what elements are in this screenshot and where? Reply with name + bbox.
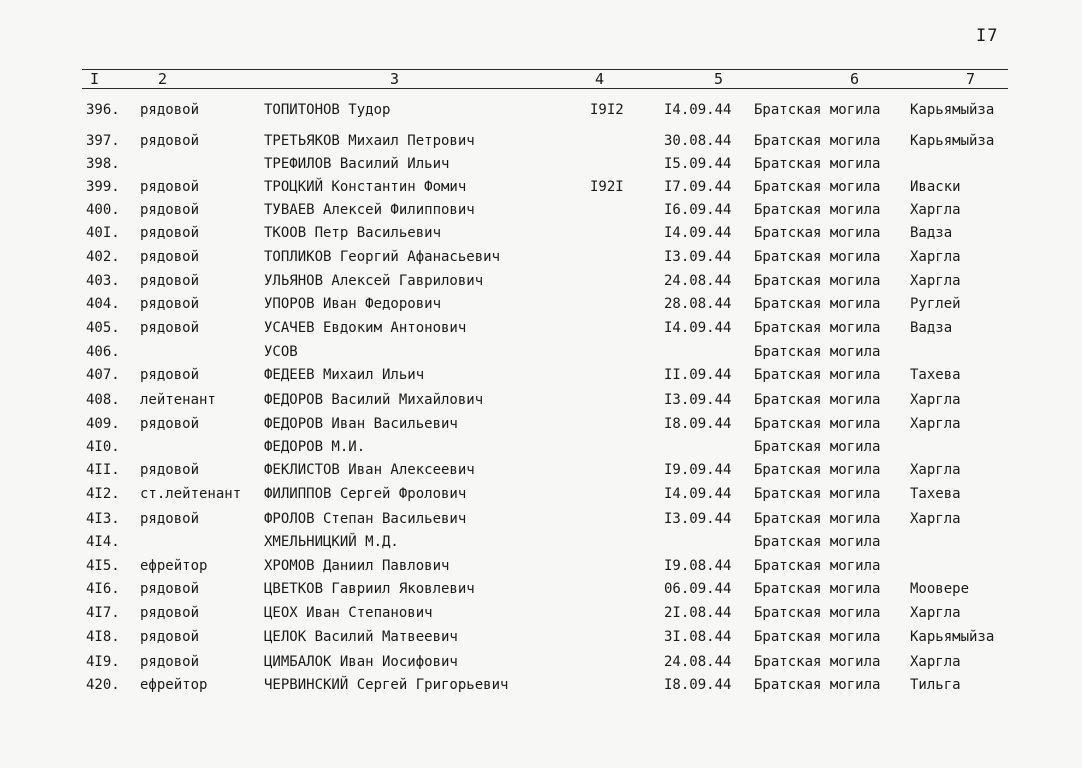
table-row <box>0 199 1082 221</box>
row-place: Тахева <box>910 486 961 502</box>
header-col-3: 3 <box>390 70 400 88</box>
table-row <box>0 531 1082 553</box>
row-number: 406. <box>86 344 120 360</box>
row-place: Харгла <box>910 654 961 670</box>
row-place: Харгла <box>910 511 961 527</box>
row-death-date: I9.09.44 <box>664 462 732 478</box>
row-rank: рядовой <box>140 367 200 383</box>
row-death-date: I3.09.44 <box>664 511 732 527</box>
row-burial: Братская могила <box>754 133 881 149</box>
row-number: 4I8. <box>86 629 120 645</box>
table-row <box>0 508 1082 530</box>
row-name: УЛЬЯНОВ Алексей Гаврилович <box>264 273 484 289</box>
row-death-date: 30.08.44 <box>664 133 732 149</box>
row-burial: Братская могила <box>754 558 881 574</box>
row-place: Вадза <box>910 320 953 336</box>
row-number: 4I5. <box>86 558 120 574</box>
row-burial: Братская могила <box>754 202 881 218</box>
row-burial: Братская могила <box>754 156 881 172</box>
row-place: Карьямыйза <box>910 629 995 645</box>
row-burial: Братская могила <box>754 605 881 621</box>
row-number: 4I0. <box>86 439 120 455</box>
row-name: УПОРОВ Иван Федорович <box>264 296 442 312</box>
row-name: ФРОЛОВ Степан Васильевич <box>264 511 467 527</box>
row-death-date: 24.08.44 <box>664 654 732 670</box>
row-name: ФЕКЛИСТОВ Иван Алексеевич <box>264 462 475 478</box>
row-death-date: I3.09.44 <box>664 392 732 408</box>
row-rank: рядовой <box>140 462 200 478</box>
row-birth-year: I92I <box>590 179 624 195</box>
row-name: ТОПЛИКОВ Георгий Афанасьевич <box>264 249 501 265</box>
row-place: Руглей <box>910 296 961 312</box>
row-death-date: I7.09.44 <box>664 179 732 195</box>
row-number: 4I7. <box>86 605 120 621</box>
row-place: Карьямыйза <box>910 133 995 149</box>
row-burial: Братская могила <box>754 273 881 289</box>
row-name: ФЕДОРОВ Иван Васильевич <box>264 416 458 432</box>
header-col-1: I <box>90 70 100 88</box>
row-death-date: I5.09.44 <box>664 156 732 172</box>
row-rank: рядовой <box>140 416 200 432</box>
row-place: Тахева <box>910 367 961 383</box>
page-number: I7 <box>976 26 999 46</box>
row-death-date: I4.09.44 <box>664 102 732 118</box>
table-row <box>0 130 1082 152</box>
table-row <box>0 341 1082 363</box>
row-burial: Братская могила <box>754 296 881 312</box>
table-row <box>0 364 1082 386</box>
row-number: 4I6. <box>86 581 120 597</box>
row-place: Карьямыйза <box>910 102 995 118</box>
row-death-date: I4.09.44 <box>664 225 732 241</box>
row-burial: Братская могила <box>754 654 881 670</box>
row-burial: Братская могила <box>754 677 881 693</box>
row-rank: лейтенант <box>140 392 216 408</box>
table-row <box>0 436 1082 458</box>
row-rank: ефрейтор <box>140 677 208 693</box>
header-col-2: 2 <box>158 70 168 88</box>
row-place: Харгла <box>910 249 961 265</box>
table-row <box>0 555 1082 577</box>
header-col-5: 5 <box>714 70 724 88</box>
row-number: 4I4. <box>86 534 120 550</box>
row-number: 4I3. <box>86 511 120 527</box>
row-rank: рядовой <box>140 605 200 621</box>
row-number: 420. <box>86 677 120 693</box>
row-name: ХМЕЛЬНИЦКИЙ М.Д. <box>264 534 399 550</box>
row-burial: Братская могила <box>754 225 881 241</box>
row-birth-year: I9I2 <box>590 102 624 118</box>
table-row <box>0 578 1082 600</box>
row-burial: Братская могила <box>754 416 881 432</box>
row-name: ФЕДОРОВ М.И. <box>264 439 366 455</box>
row-rank: рядовой <box>140 133 200 149</box>
row-number: 407. <box>86 367 120 383</box>
row-death-date: 28.08.44 <box>664 296 732 312</box>
row-rank: рядовой <box>140 202 200 218</box>
row-name: ТРОЦКИЙ Константин Фомич <box>264 179 467 195</box>
row-place: Харгла <box>910 273 961 289</box>
table-row <box>0 293 1082 315</box>
row-burial: Братская могила <box>754 102 881 118</box>
row-death-date: I3.09.44 <box>664 249 732 265</box>
row-rank: рядовой <box>140 581 200 597</box>
row-death-date: I4.09.44 <box>664 486 732 502</box>
table-row <box>0 626 1082 648</box>
table-row <box>0 246 1082 268</box>
row-place: Вадза <box>910 225 953 241</box>
row-number: 399. <box>86 179 120 195</box>
row-rank: рядовой <box>140 102 200 118</box>
row-number: 408. <box>86 392 120 408</box>
row-name: ТРЕТЬЯКОВ Михаил Петрович <box>264 133 475 149</box>
row-burial: Братская могила <box>754 629 881 645</box>
row-place: Харгла <box>910 416 961 432</box>
row-death-date: 3I.08.44 <box>664 629 732 645</box>
table-row <box>0 153 1082 175</box>
row-number: 40I. <box>86 225 120 241</box>
row-name: ЦИМБАЛОК Иван Иосифович <box>264 654 458 670</box>
row-death-date: I6.09.44 <box>664 202 732 218</box>
row-burial: Братская могила <box>754 511 881 527</box>
row-burial: Братская могила <box>754 367 881 383</box>
row-place: Иваски <box>910 179 961 195</box>
row-burial: Братская могила <box>754 179 881 195</box>
row-name: УСОВ <box>264 344 298 360</box>
row-death-date: II.09.44 <box>664 367 732 383</box>
header-col-4: 4 <box>595 70 605 88</box>
row-rank: рядовой <box>140 225 200 241</box>
row-rank: рядовой <box>140 654 200 670</box>
row-number: 409. <box>86 416 120 432</box>
row-death-date: I4.09.44 <box>664 320 732 336</box>
row-burial: Братская могила <box>754 486 881 502</box>
row-burial: Братская могила <box>754 392 881 408</box>
row-death-date: I8.09.44 <box>664 416 732 432</box>
row-place: Харгла <box>910 202 961 218</box>
row-death-date: 2I.08.44 <box>664 605 732 621</box>
row-name: УСАЧЕВ Евдоким Антонович <box>264 320 467 336</box>
row-name: ФЕДЕЕВ Михаил Ильич <box>264 367 425 383</box>
row-name: ФИЛИППОВ Сергей Фролович <box>264 486 467 502</box>
row-number: 397. <box>86 133 120 149</box>
row-number: 404. <box>86 296 120 312</box>
row-name: ЦЕЛОК Василий Матвеевич <box>264 629 458 645</box>
row-rank: рядовой <box>140 179 200 195</box>
row-name: ХРОМОВ Даниил Павлович <box>264 558 450 574</box>
row-rank: рядовой <box>140 273 200 289</box>
row-name: ТУВАЕВ Алексей Филиппович <box>264 202 475 218</box>
row-burial: Братская могила <box>754 320 881 336</box>
row-death-date: I8.09.44 <box>664 677 732 693</box>
row-place: Тильга <box>910 677 961 693</box>
row-name: ЦВЕТКОВ Гавриил Яковлевич <box>264 581 475 597</box>
row-number: 4II. <box>86 462 120 478</box>
header-col-6: 6 <box>850 70 860 88</box>
row-place: Харгла <box>910 462 961 478</box>
row-rank: рядовой <box>140 320 200 336</box>
row-name: ТРЕФИЛОВ Василий Ильич <box>264 156 450 172</box>
row-burial: Братская могила <box>754 462 881 478</box>
row-burial: Братская могила <box>754 581 881 597</box>
table-row <box>0 222 1082 244</box>
row-death-date: 24.08.44 <box>664 273 732 289</box>
row-rank: рядовой <box>140 629 200 645</box>
row-burial: Братская могила <box>754 344 881 360</box>
row-place: Харгла <box>910 392 961 408</box>
table-row <box>0 483 1082 505</box>
row-rank: рядовой <box>140 511 200 527</box>
row-burial: Братская могила <box>754 249 881 265</box>
row-number: 396. <box>86 102 120 118</box>
row-name: ТОПИТОНОВ Тудор <box>264 102 391 118</box>
row-number: 400. <box>86 202 120 218</box>
table-row <box>0 674 1082 696</box>
row-death-date: 06.09.44 <box>664 581 732 597</box>
table-row <box>0 413 1082 435</box>
table-header-row <box>82 66 1008 89</box>
table-row <box>0 602 1082 624</box>
table-row <box>0 651 1082 673</box>
row-number: 398. <box>86 156 120 172</box>
table-row <box>0 389 1082 411</box>
row-number: 402. <box>86 249 120 265</box>
row-rank: ефрейтор <box>140 558 208 574</box>
row-number: 403. <box>86 273 120 289</box>
row-place: Мооверe <box>910 581 970 597</box>
row-name: ТКООВ Петр Васильевич <box>264 225 442 241</box>
row-rank: рядовой <box>140 296 200 312</box>
row-number: 4I2. <box>86 486 120 502</box>
row-rank: ст.лейтенант <box>140 486 242 502</box>
table-row <box>0 317 1082 339</box>
row-number: 4I9. <box>86 654 120 670</box>
row-number: 405. <box>86 320 120 336</box>
table-row <box>0 99 1082 121</box>
table-row <box>0 459 1082 481</box>
row-burial: Братская могила <box>754 534 881 550</box>
row-place: Харгла <box>910 605 961 621</box>
row-name: ЧЕРВИНСКИЙ Сергей Григорьевич <box>264 677 509 693</box>
table-row <box>0 270 1082 292</box>
row-name: ЦЕОХ Иван Степанович <box>264 605 433 621</box>
header-col-7: 7 <box>966 70 976 88</box>
row-burial: Братская могила <box>754 439 881 455</box>
row-rank: рядовой <box>140 249 200 265</box>
row-name: ФЕДОРОВ Василий Михайлович <box>264 392 484 408</box>
row-death-date: I9.08.44 <box>664 558 732 574</box>
table-row <box>0 176 1082 198</box>
